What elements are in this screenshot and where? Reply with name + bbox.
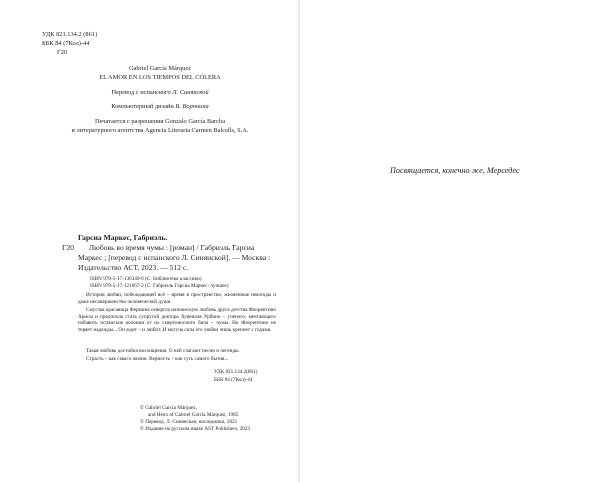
designer-name: В. Воронина — [175, 103, 209, 110]
translator-name: Л. Синянской — [172, 89, 209, 96]
original-title: EL AMOR EN LOS TIEMPOS DEL CÓLERA — [99, 74, 221, 81]
abstract-paragraph-3: Такая любовь достойна восхищения. О ней слагают песни и легенды. — [86, 348, 240, 354]
dedication-text: Посвящается, конечно же, Мерседес — [390, 166, 520, 175]
udk-code-bottom: УДК 821.134.2(861) — [214, 369, 258, 375]
bbk-code-top: ББК 84 (7Кол)-44 — [42, 40, 90, 47]
isbn-2: ISBN 978-5-17-121667-2 (С: Габриэль Гарсиа Маркес: лучшее) — [90, 283, 229, 289]
design-label: Компьютерный дизайн — [111, 103, 174, 110]
copyright-line-1: © Gabriel García Márquez, — [140, 405, 197, 411]
udk-code-top: УДК 821.134.2 (861) — [42, 31, 98, 38]
translation-label: Перевод с испанского — [111, 89, 171, 96]
catalog-heading: Гарсиа Маркес, Габриэль. — [78, 233, 168, 242]
copyright-line-1b: and Heirs of Gabriel García Márquez, 1985 — [148, 412, 239, 418]
author-index-top: Г20 — [57, 49, 68, 56]
abstract-paragraph-2: Смуглая красавица Фермина отвергла юношескую любовь друга детства Флорентино Арисы и предпочла стать супругой доктора Хувеналя Урбино – ученого, мечтающего избавить испанские колонии от их смертоносного бича – чумы. Но Флорентино не теряет надежды... Он ждет – и любит. И могуча сила его любви лишь крепнет с годами. — [78, 307, 276, 333]
copyright-page — [0, 0, 299, 482]
translation-credit — [40, 89, 280, 97]
abstract-paragraph-4: Страсть – как смысл жизни. Верность – как суть самого бытия... — [86, 356, 229, 362]
catalog-code: Г20 — [62, 243, 74, 252]
permission-line-1: Печатается с разрешения Gonzalo García Barcha — [94, 118, 226, 125]
copyright-line-3: © Издание на русском языке AST Publishers, 2023 — [140, 426, 250, 432]
catalog-line-3: Издательство АСТ, 2023. — 512 с. — [78, 263, 189, 272]
isbn-1: ISBN 978-5-17-136340-6 (С: Библиотека классики) — [90, 276, 202, 282]
bbk-code-bottom: ББК 84 (7Кол)-44 — [214, 377, 253, 383]
catalog-line-1: Любовь во время чумы : [роман] / Габриэль Гарсиа — [89, 243, 255, 252]
dedication-page — [300, 0, 600, 482]
permission-line-2: и литературного агентства Agencia Literaria Carmen Balcells, S.A. — [71, 127, 249, 134]
catalog-line-2: Маркес ; [перевод с испанского Л. Синянской]. — Москва : — [78, 253, 271, 262]
abstract-paragraph-1: История любви, побеждающей всё – время в пространство, жизненные невзгоды и даже несовершенство человеческой души. — [78, 292, 276, 305]
design-credit — [40, 103, 280, 111]
copyright-line-2: © Перевод. Л. Синянская, наследники, 2021 — [140, 419, 238, 425]
author-latin: Gabriel García Márquez — [128, 65, 192, 72]
